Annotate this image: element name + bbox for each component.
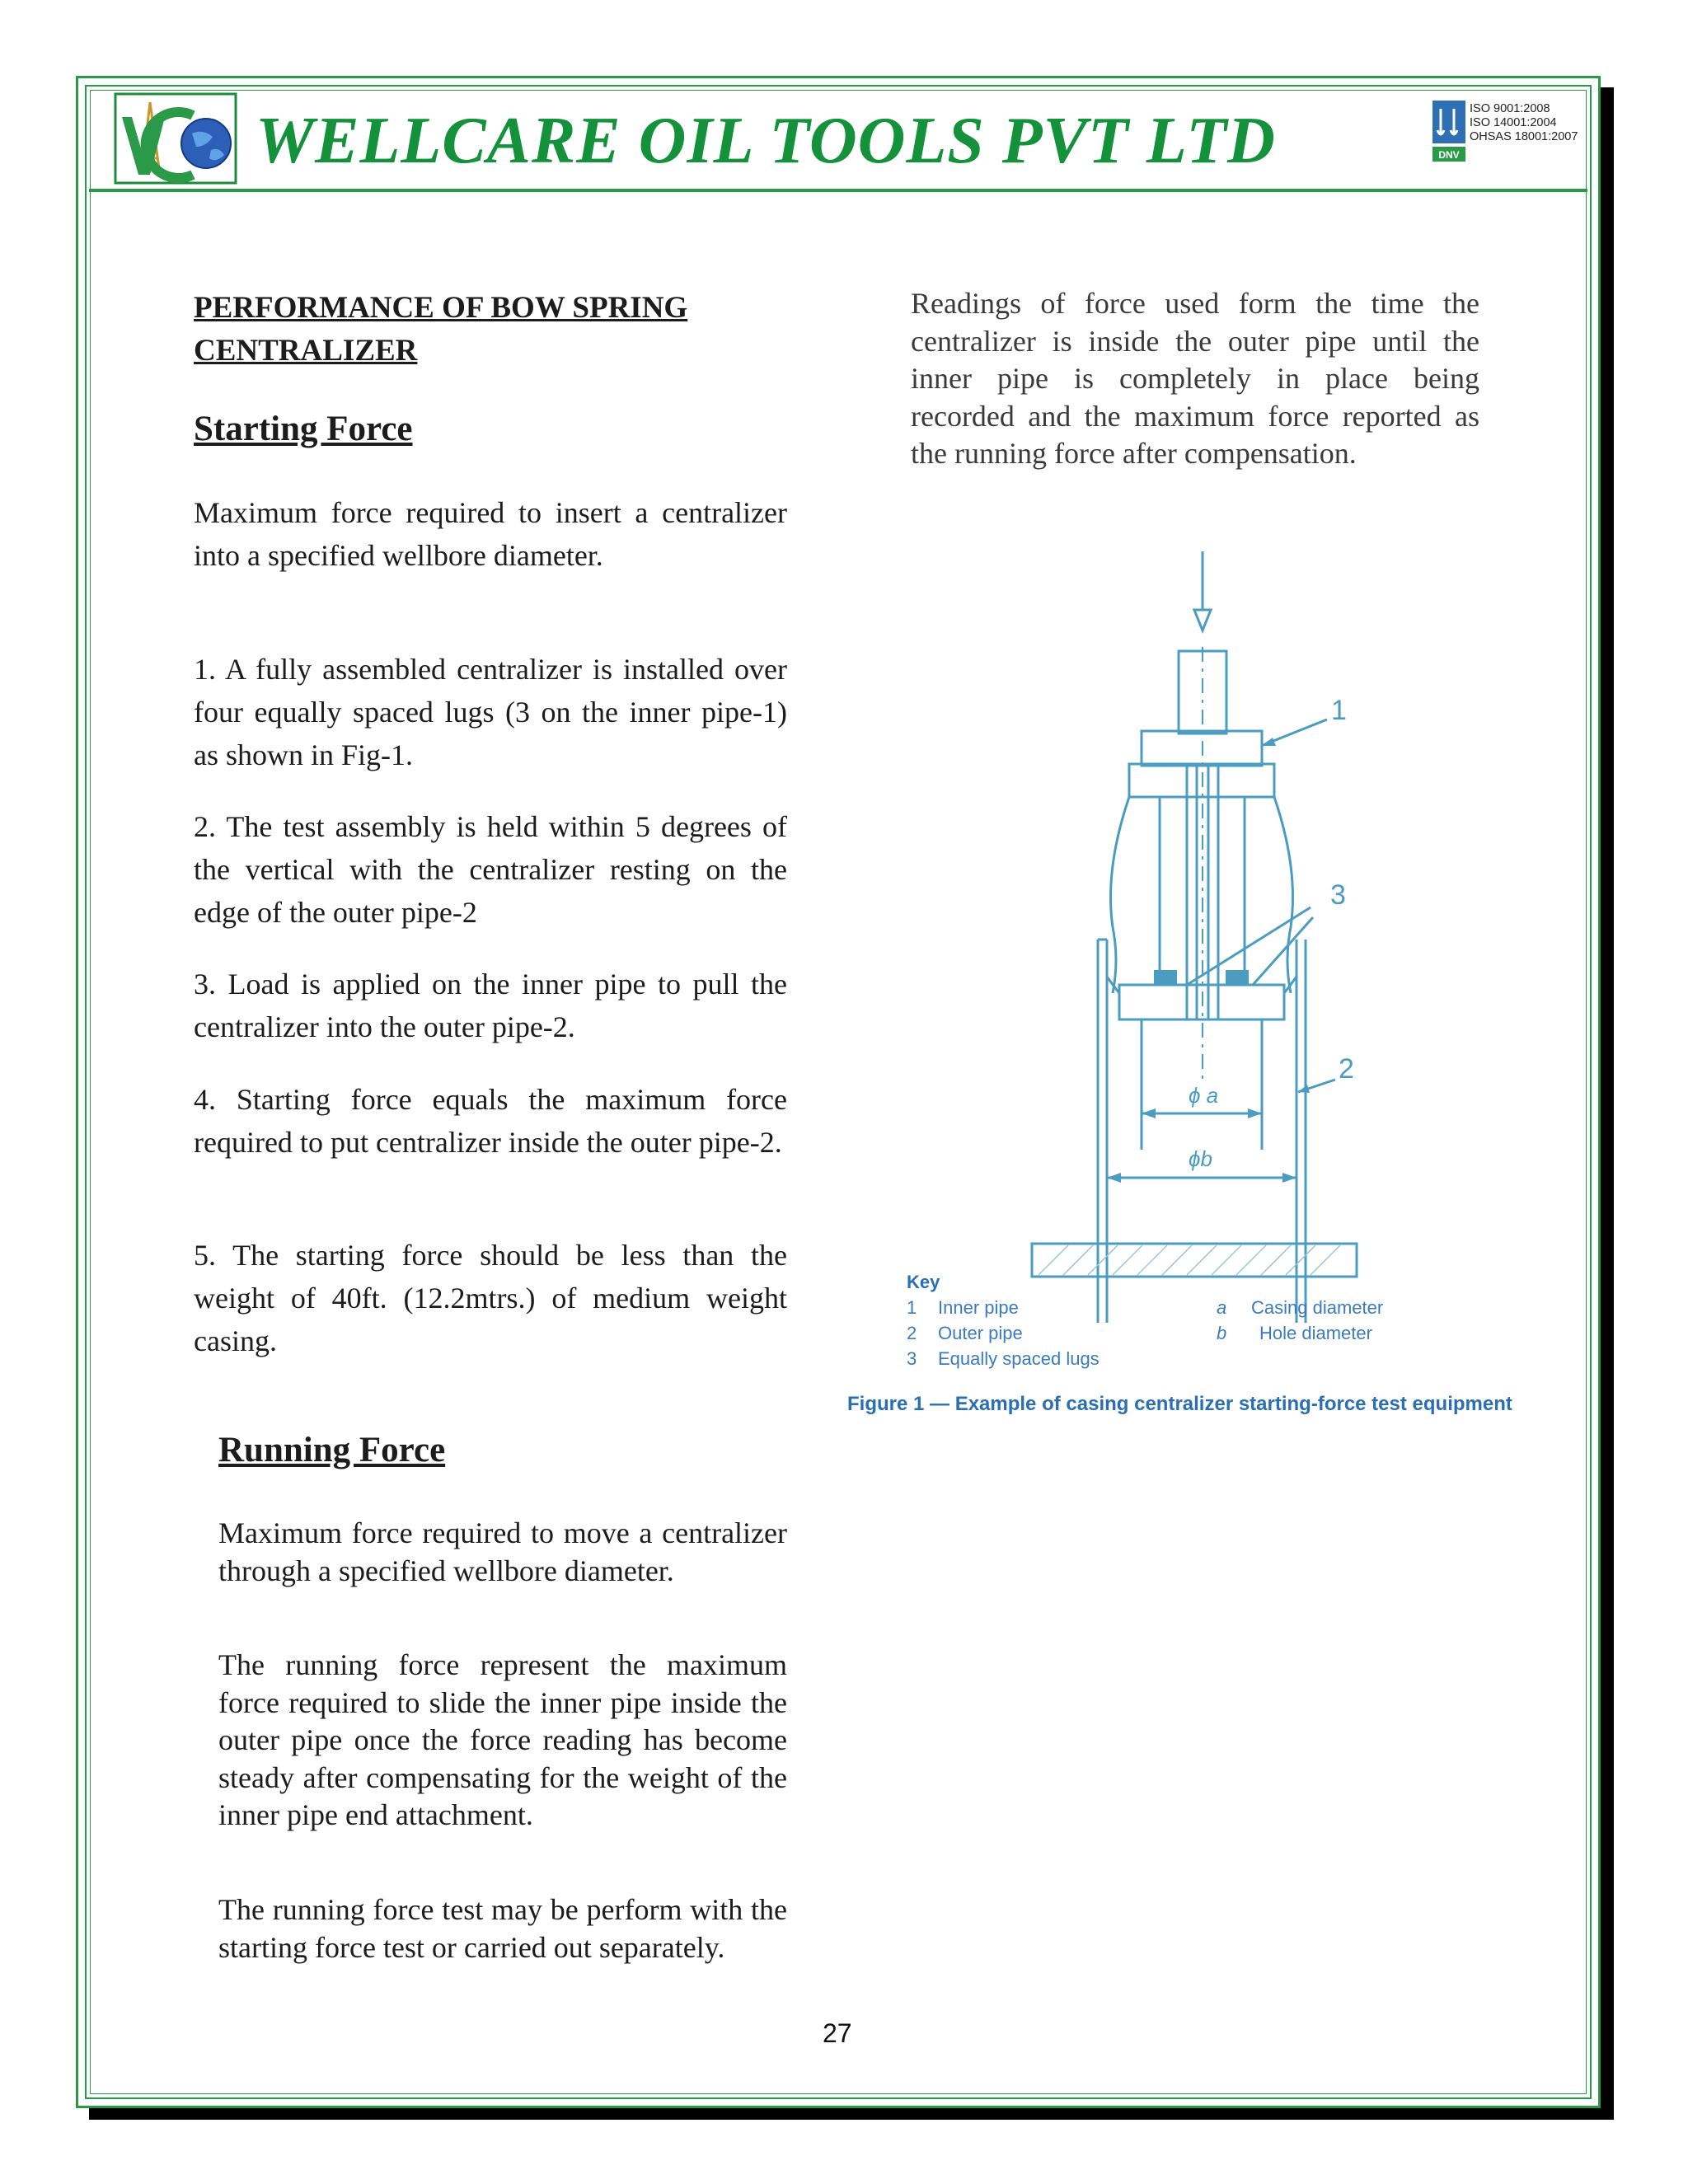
key-title: Key	[907, 1272, 940, 1292]
page-number: 27	[823, 2018, 852, 2048]
cert-iso14001: ISO 14001:2004	[1470, 116, 1557, 129]
running-force-definition: Maximum force required to move a centralizer through a specified wellbore diameter.	[218, 1516, 787, 1587]
key-item-1: 1 Inner pipe	[907, 1297, 1019, 1318]
running-force-description: The running force represent the maximum force required to slide the inner pipe inside the outer pipe once the force reading has become steady after compensating for the weight of the inner pipe end attachment.	[218, 1648, 787, 1831]
header-divider	[89, 189, 1587, 192]
dimension-b-label: ϕb	[1189, 1146, 1212, 1171]
section-title-line2: CENTRALIZER	[194, 334, 418, 368]
starting-force-heading: Starting Force	[194, 410, 413, 448]
running-force-heading: Running Force	[218, 1431, 446, 1469]
certification-logo	[1432, 101, 1465, 163]
cert-iso9001: ISO 9001:2008	[1470, 102, 1550, 115]
step-5: 5. The starting force should be less than the weight of 40ft. (12.2mtrs.) of medium weight casing.	[194, 1239, 787, 1357]
figure-key-dimensions	[1217, 1295, 1383, 1346]
key-item-2: 2 Outer pipe	[907, 1323, 1023, 1343]
readings-paragraph: Readings of force used form the time the centralizer is inside the outer pipe until the inner pipe is completely in place being recorded and the maximum force reported as the running force after compensation.	[911, 287, 1479, 470]
certification-list	[1470, 102, 1578, 144]
step-3: 3. Load is applied on the inner pipe to pull the centralizer into the outer pipe-2.	[194, 968, 787, 1043]
figure-key	[907, 1269, 1100, 1371]
callout-2: 2	[1339, 1053, 1354, 1085]
section-title-line1: PERFORMANCE OF BOW SPRING	[194, 291, 688, 325]
dimension-a-label: ϕ a	[1189, 1083, 1219, 1108]
company-name: WELLCARE OIL TOOLS PVT LTD	[256, 105, 1276, 177]
page-header	[89, 89, 1587, 190]
step-1: 1. A fully assembled centralizer is installed over four equally spaced lugs (3 on the inner pipe-1) as shown in Fig-1.	[194, 653, 787, 771]
cert-ohsas: OHSAS 18001:2007	[1470, 130, 1578, 143]
section-title	[194, 287, 687, 373]
callout-1: 1	[1331, 695, 1347, 726]
running-force-note: The running force test may be perform with the starting force test or carried out separately.	[218, 1893, 787, 1964]
company-logo	[114, 92, 237, 185]
callout-3: 3	[1330, 879, 1346, 911]
cert-badge-label: DNV	[1438, 149, 1460, 161]
key-item-3: 3 Equally spaced lugs	[907, 1348, 1100, 1369]
key-dim-b: b Hole diameter	[1217, 1323, 1372, 1343]
step-2: 2. The test assembly is held within 5 degrees of the vertical with the centralizer resting on the edge of the outer pipe-2	[194, 810, 787, 929]
key-dim-a: a Casing diameter	[1217, 1297, 1384, 1318]
starting-force-definition: Maximum force required to insert a centralizer into a specified wellbore diameter.	[194, 496, 787, 572]
step-4: 4. Starting force equals the maximum force required to put centralizer inside the outer pipe-2.	[194, 1083, 787, 1159]
figure-caption: Figure 1 — Example of casing centralizer starting-force test equipment	[847, 1393, 1512, 1415]
